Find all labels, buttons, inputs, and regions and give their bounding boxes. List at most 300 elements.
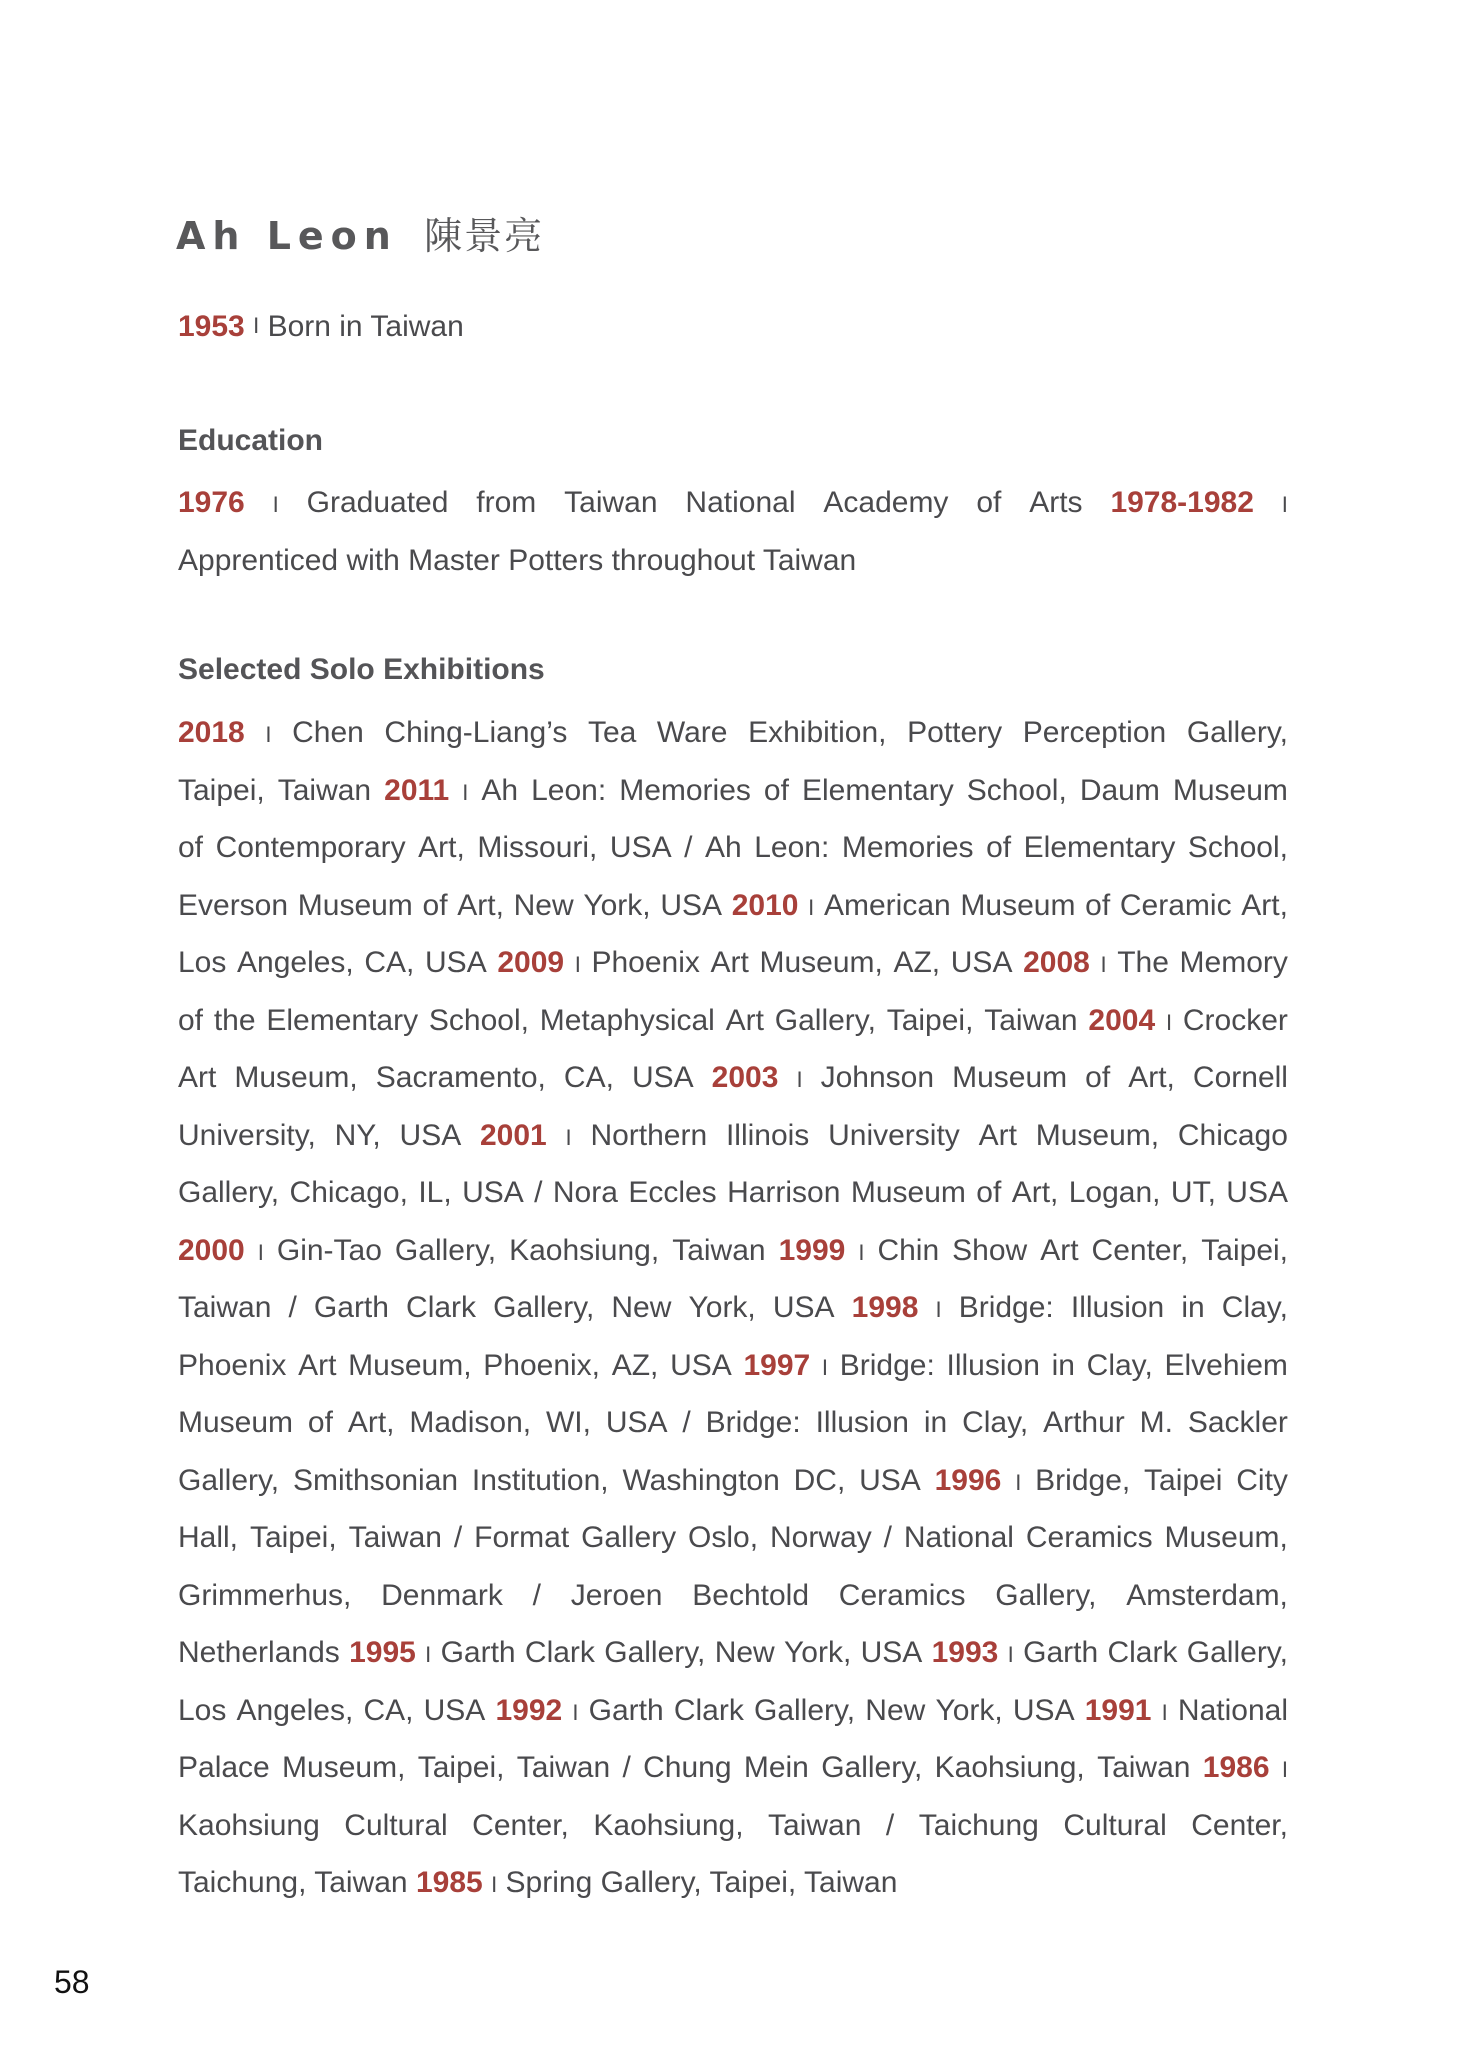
text-word: throughout (611, 543, 756, 577)
text-word: Clark (673, 1693, 744, 1727)
education-body (178, 474, 1288, 589)
year-highlight: 1995 (349, 1636, 416, 1669)
year-highlight: 1997 (743, 1348, 811, 1382)
text-word: / (682, 1406, 691, 1439)
text-word: Taiwan (348, 1521, 442, 1554)
text-word: Bechtold (692, 1578, 810, 1612)
separator-bar: I (821, 1354, 829, 1380)
text-word: Taiwan (762, 543, 857, 577)
text-word: School, (966, 773, 1067, 807)
text-word: Tea (587, 716, 637, 749)
text-word: Logan, (1068, 1176, 1161, 1209)
text-word: / (532, 1578, 541, 1612)
text-word: Angeles, (237, 946, 354, 979)
text-word: AZ, (893, 946, 941, 979)
text-word: CA, (364, 946, 415, 979)
text-line (178, 1107, 1288, 1165)
text-word: Gallery, (754, 1693, 856, 1727)
separator-bar: I (808, 894, 815, 920)
text-word: Center, (472, 1808, 569, 1842)
text-word: Gallery, (604, 1636, 706, 1669)
text-word: Format (474, 1521, 570, 1554)
text-word: Art (1040, 1233, 1079, 1267)
year-highlight: 2003 (711, 1061, 779, 1094)
text-word: Elementary (1023, 831, 1176, 864)
separator-bar: I (1165, 1009, 1173, 1035)
text-word: USA (462, 1176, 524, 1209)
text-word: Art (710, 946, 749, 979)
text-word: of (1085, 1061, 1111, 1094)
text-line (178, 1739, 1288, 1797)
text-word: UT, (1170, 1176, 1216, 1209)
text-word: Museum (1172, 773, 1288, 807)
text-line (178, 762, 1288, 820)
text-word: Elementary (266, 1003, 419, 1037)
text-word: Taipei, (249, 1521, 337, 1554)
text-word: USA (1012, 1693, 1075, 1727)
text-line (178, 1164, 1288, 1222)
text-line (178, 1337, 1288, 1395)
artist-name-title (176, 205, 544, 260)
text-word: Clay, (962, 1406, 1029, 1439)
text-word: Graduated (306, 486, 449, 519)
text-word: Nora (552, 1176, 618, 1209)
text-word: Taiwan (672, 1233, 766, 1267)
text-word: USA (670, 1348, 732, 1382)
text-word: Art, (457, 888, 504, 922)
text-word: Arts (1029, 486, 1083, 519)
year-highlight: 2000 (178, 1233, 245, 1267)
text-line (178, 1624, 1288, 1682)
text-word: Ah (705, 831, 742, 864)
text-word: New (513, 888, 574, 922)
text-word: / (885, 1808, 895, 1842)
text-word: Museum, (1035, 1118, 1160, 1152)
text-word: Norway (770, 1521, 872, 1554)
text-word: Cultural (1063, 1808, 1167, 1842)
text-word: Madison, (409, 1406, 532, 1439)
text-word: Art, (418, 831, 465, 864)
separator-bar: I (425, 1642, 432, 1667)
text-word: Chicago, (289, 1176, 408, 1209)
text-word: Institution, (471, 1463, 609, 1497)
text-word: Center, (1091, 1233, 1189, 1267)
text-word: Memories (841, 831, 974, 864)
text-word: Taichung (918, 1808, 1039, 1842)
text-word: Taiwan (984, 1003, 1078, 1037)
text-word: Los (178, 946, 227, 979)
text-word: USA (425, 946, 487, 979)
text-word: Art, (347, 1406, 395, 1439)
year-highlight: 1985 (415, 1866, 483, 1899)
text-word: Gallery, (178, 1463, 280, 1497)
separator-bar: I (1007, 1642, 1014, 1667)
year-highlight: 1992 (495, 1693, 563, 1727)
birth-separator: I (253, 313, 260, 338)
year-highlight: 1986 (1202, 1751, 1270, 1784)
separator-bar: I (1015, 1469, 1022, 1495)
text-word: Taiwan (564, 486, 658, 519)
text-word: Chung (643, 1751, 732, 1784)
text-word: M. (1139, 1406, 1173, 1439)
year-highlight: 1998 (851, 1291, 919, 1324)
text-word: Kaohsiung (178, 1808, 320, 1842)
text-word: Los (178, 1693, 227, 1727)
page-number: 58 (54, 1964, 90, 2000)
text-word: Cultural (344, 1808, 448, 1842)
text-word: New (611, 1291, 672, 1324)
text-word: Garth (1023, 1636, 1099, 1669)
text-word: Gallery, (995, 1578, 1097, 1612)
separator-bar: I (1100, 952, 1107, 977)
text-word: USA (631, 1061, 694, 1094)
text-word: Taiwan (768, 1808, 862, 1842)
text-word: Gallery, (774, 1003, 876, 1037)
text-word: Daum (1079, 773, 1160, 807)
text-word: Eccles (628, 1176, 717, 1209)
text-word: Memories (619, 773, 751, 807)
text-word: AZ, (611, 1348, 659, 1382)
text-word: Museum (297, 888, 413, 922)
text-word: Pottery (907, 716, 1003, 749)
text-word: Gallery, (1186, 1636, 1288, 1669)
birth-year: 1953 (178, 310, 245, 343)
separator-bar: I (265, 722, 272, 747)
text-word: Chicago (1177, 1118, 1288, 1152)
text-word: of (178, 831, 204, 864)
text-word: Hall, (178, 1521, 239, 1554)
separator-bar: I (796, 1067, 803, 1092)
text-word: Mein (743, 1751, 809, 1784)
birth-text: Born in Taiwan (267, 310, 464, 343)
text-word: Crocker (1182, 1003, 1288, 1037)
text-word: Gallery, (178, 1176, 280, 1209)
text-word: Taipei, (417, 1751, 505, 1784)
separator-bar: I (1281, 1757, 1288, 1782)
text-word: Leon: (754, 831, 830, 864)
text-word: / (534, 1176, 543, 1209)
text-word: Taiwan (1097, 1751, 1191, 1784)
text-word: Johnson (820, 1061, 935, 1094)
text-word: of (763, 773, 789, 807)
text-word: Kaohsiung, (509, 1233, 660, 1267)
text-word: Leon: (531, 773, 607, 807)
year-highlight: 2008 (1023, 946, 1090, 979)
text-word: USA (605, 1406, 668, 1439)
text-word: USA (772, 1291, 835, 1324)
text-word: Taichung, (178, 1866, 307, 1899)
text-word: Angeles, (236, 1693, 354, 1727)
text-word: Illusion (946, 1348, 1040, 1382)
text-line (178, 1854, 1288, 1912)
text-word: New (714, 1636, 775, 1669)
text-word: Grimmerhus, (178, 1578, 352, 1612)
text-word: Elvehiem (1164, 1348, 1288, 1382)
text-word: Potters (508, 543, 604, 577)
year-highlight: 2001 (480, 1118, 547, 1152)
text-word: USA (609, 831, 672, 864)
year-highlight: 1976 (178, 486, 245, 519)
text-word: Art (178, 1061, 217, 1094)
text-word: Ware (656, 716, 728, 749)
text-word: Phoenix, (483, 1348, 600, 1382)
text-word: Taipei (1144, 1463, 1223, 1497)
text-word: Sacramento, (375, 1061, 546, 1094)
text-word: Chin (877, 1233, 940, 1267)
text-word: School, (428, 1003, 529, 1037)
text-word: Garth (588, 1693, 664, 1727)
year-highlight: 2011 (384, 773, 450, 807)
text-word: Netherlands (178, 1636, 340, 1669)
text-word: Museum, (282, 1751, 406, 1784)
education-heading: Education (178, 424, 324, 457)
separator-bar: I (272, 492, 279, 517)
birth-line (178, 310, 464, 344)
text-word: Taiwan (314, 1866, 408, 1899)
text-word: Amsterdam, (1126, 1578, 1288, 1612)
text-word: CA, (363, 1693, 414, 1727)
text-line (178, 819, 1288, 877)
text-word: National (685, 486, 796, 519)
text-word: Art (725, 1003, 764, 1037)
text-line (178, 1452, 1288, 1510)
text-line (178, 1049, 1288, 1107)
text-word: Taiwan (516, 1751, 611, 1784)
text-word: Contemporary (215, 831, 406, 864)
text-word: Bridge: (705, 1406, 801, 1439)
text-word: Phoenix (591, 946, 700, 979)
text-word: Museum, (1164, 1521, 1288, 1554)
text-word: Kaohsiung, (593, 1808, 744, 1842)
text-word: of (307, 1406, 333, 1439)
text-word: USA (660, 888, 722, 922)
text-word: Museum (178, 1406, 294, 1439)
text-word: Gallery, (493, 1291, 595, 1324)
text-word: Museum (850, 1176, 966, 1209)
text-word: Gin-Tao (276, 1233, 382, 1267)
separator-bar: I (574, 952, 581, 977)
text-word: University, (178, 1118, 316, 1152)
text-line (178, 704, 1288, 762)
text-word: Denmark (381, 1578, 503, 1612)
text-word: Gallery, (600, 1866, 702, 1899)
text-word: National (903, 1521, 1014, 1554)
text-word: Clark (524, 1636, 595, 1669)
text-word: of (1085, 888, 1111, 922)
separator-bar: I (565, 1124, 572, 1150)
year-highlight: 1991 (1084, 1693, 1152, 1727)
text-word: Arthur (1043, 1406, 1125, 1439)
text-word: from (476, 486, 537, 519)
text-word: Northern (590, 1118, 708, 1152)
text-word: / (453, 1521, 463, 1554)
text-word: USA (399, 1118, 462, 1152)
text-word: / (288, 1291, 297, 1324)
text-word: Oslo, (688, 1521, 759, 1554)
year-highlight: 1993 (931, 1636, 999, 1669)
text-word: Center, (1191, 1808, 1288, 1842)
text-word: Garth (440, 1636, 516, 1669)
text-word: USA (423, 1693, 486, 1727)
separator-bar: I (1281, 492, 1288, 517)
text-word: / (883, 1521, 892, 1554)
text-word: of (976, 1176, 1002, 1209)
text-word: Illinois (725, 1118, 810, 1152)
text-word: Museum, (234, 1061, 358, 1094)
artist-name-chinese: 陳景亮 (424, 214, 545, 258)
text-word: Metaphysical (539, 1003, 715, 1037)
text-word: University (828, 1118, 960, 1152)
text-word: of (178, 1003, 204, 1037)
text-word: Taipei, (178, 773, 265, 807)
text-word: National (1177, 1693, 1288, 1727)
text-word: Ah (481, 773, 519, 807)
separator-bar: I (257, 1239, 264, 1265)
separator-bar: I (1161, 1699, 1168, 1725)
text-word: in (1051, 1348, 1075, 1382)
text-word: USA (1226, 1176, 1288, 1209)
text-word: Taiwan (178, 1291, 272, 1324)
text-word: of (976, 486, 1002, 519)
solo-exhibitions-body (178, 704, 1288, 1912)
text-word: Spring (505, 1866, 593, 1899)
text-word: Apprenticed (178, 543, 339, 577)
text-word: in (923, 1406, 948, 1439)
text-word: Sackler (1187, 1406, 1288, 1439)
text-word: with (346, 543, 400, 577)
text-word: IL, (418, 1176, 452, 1209)
text-word: Chen (292, 716, 364, 749)
text-word: American (823, 888, 951, 922)
text-word: Ceramic (1119, 888, 1232, 922)
text-word: Museum, (759, 946, 883, 979)
text-word: Museum (960, 888, 1076, 922)
text-word: Gallery, (1186, 716, 1288, 749)
text-word: / (622, 1751, 631, 1784)
text-word: Phoenix (178, 1348, 287, 1382)
text-word: / (684, 831, 693, 864)
text-word: York, (583, 888, 651, 922)
text-line (178, 1567, 1288, 1625)
text-word: Clark (1107, 1636, 1178, 1669)
text-word: Museum (952, 1061, 1068, 1094)
text-word: Gallery, (394, 1233, 497, 1267)
text-line (178, 1222, 1288, 1280)
solo-exhibitions-heading: Selected Solo Exhibitions (178, 653, 545, 686)
text-word: Museum, (348, 1348, 472, 1382)
text-word: Clay, (1221, 1291, 1288, 1324)
text-word: Missouri, (477, 831, 598, 864)
text-word: Show (952, 1233, 1028, 1267)
separator-bar: I (491, 1872, 498, 1897)
text-word: Illusion (1070, 1291, 1165, 1324)
text-word: CA, (563, 1061, 614, 1094)
text-word: Bridge: (839, 1348, 935, 1382)
year-highlight: 2004 (1088, 1003, 1156, 1037)
text-word: Smithsonian (292, 1463, 459, 1497)
text-word: Taipei, (1201, 1233, 1288, 1267)
text-word: Art (978, 1118, 1017, 1152)
text-word: Taiwan (277, 773, 372, 807)
text-word: Taipei, (886, 1003, 974, 1037)
text-word: Perception (1022, 716, 1167, 749)
text-word: Academy (823, 486, 949, 519)
year-highlight: 2010 (731, 888, 799, 922)
text-word: Everson (178, 888, 289, 922)
text-line (178, 877, 1288, 935)
year-highlight: 2018 (178, 716, 245, 749)
text-word: USA (950, 946, 1013, 979)
text-word: of (422, 888, 448, 922)
year-highlight: 1978-1982 (1110, 486, 1254, 519)
text-word: Washington (622, 1463, 780, 1497)
text-word: USA (860, 1636, 923, 1669)
text-line (178, 474, 1288, 532)
year-highlight: 1999 (778, 1233, 846, 1267)
text-word: Exhibition, (748, 716, 887, 749)
text-word: Memory (1179, 946, 1288, 979)
text-word: the (213, 1003, 256, 1037)
text-word: USA (859, 1463, 921, 1497)
text-word: NY, (334, 1118, 381, 1152)
text-word: Art (298, 1348, 337, 1382)
separator-bar: I (462, 779, 469, 805)
text-word: Clark (406, 1291, 477, 1324)
separator-bar: I (858, 1239, 865, 1265)
text-word: Gallery (581, 1521, 677, 1554)
text-line (178, 1509, 1288, 1567)
text-word: City (1236, 1463, 1288, 1497)
text-word: York, (688, 1291, 756, 1324)
text-word: WI, (545, 1406, 591, 1439)
text-word: in (1181, 1291, 1205, 1324)
text-word: DC, (793, 1463, 846, 1497)
text-word: Taipei, (709, 1866, 797, 1899)
text-word: Elementary (801, 773, 954, 807)
text-word: Bridge, (1035, 1463, 1131, 1497)
text-word: Palace (178, 1751, 270, 1784)
text-word: School, (1187, 831, 1288, 864)
year-highlight: 1996 (934, 1463, 1002, 1497)
text-word: Garth (313, 1291, 389, 1324)
text-line (178, 934, 1288, 992)
text-word: New (865, 1693, 926, 1727)
text-word: Clay, (1086, 1348, 1153, 1382)
text-word: Harrison (727, 1176, 841, 1209)
text-line (178, 1394, 1288, 1452)
text-word: Art, (1011, 1176, 1059, 1209)
text-word: The (1117, 946, 1169, 979)
separator-bar: I (935, 1297, 942, 1322)
text-word: Taiwan (804, 1866, 898, 1899)
separator-bar: I (572, 1699, 579, 1725)
text-word: York, (935, 1693, 1003, 1727)
text-word: Master (408, 543, 500, 577)
text-line (178, 1279, 1288, 1337)
text-line (178, 532, 1288, 590)
text-word: Bridge: (958, 1291, 1054, 1324)
text-word: Ceramics (838, 1578, 966, 1612)
text-line (178, 1797, 1288, 1855)
text-word: Ching-Liang’s (384, 716, 568, 749)
text-word: Art, (1128, 1061, 1175, 1094)
text-word: York, (784, 1636, 852, 1669)
text-word: Ceramics (1025, 1521, 1153, 1554)
artist-name-english: Ah Leon (176, 214, 398, 258)
text-line (178, 1682, 1288, 1740)
text-line (178, 992, 1288, 1050)
text-word: Illusion (815, 1406, 909, 1439)
